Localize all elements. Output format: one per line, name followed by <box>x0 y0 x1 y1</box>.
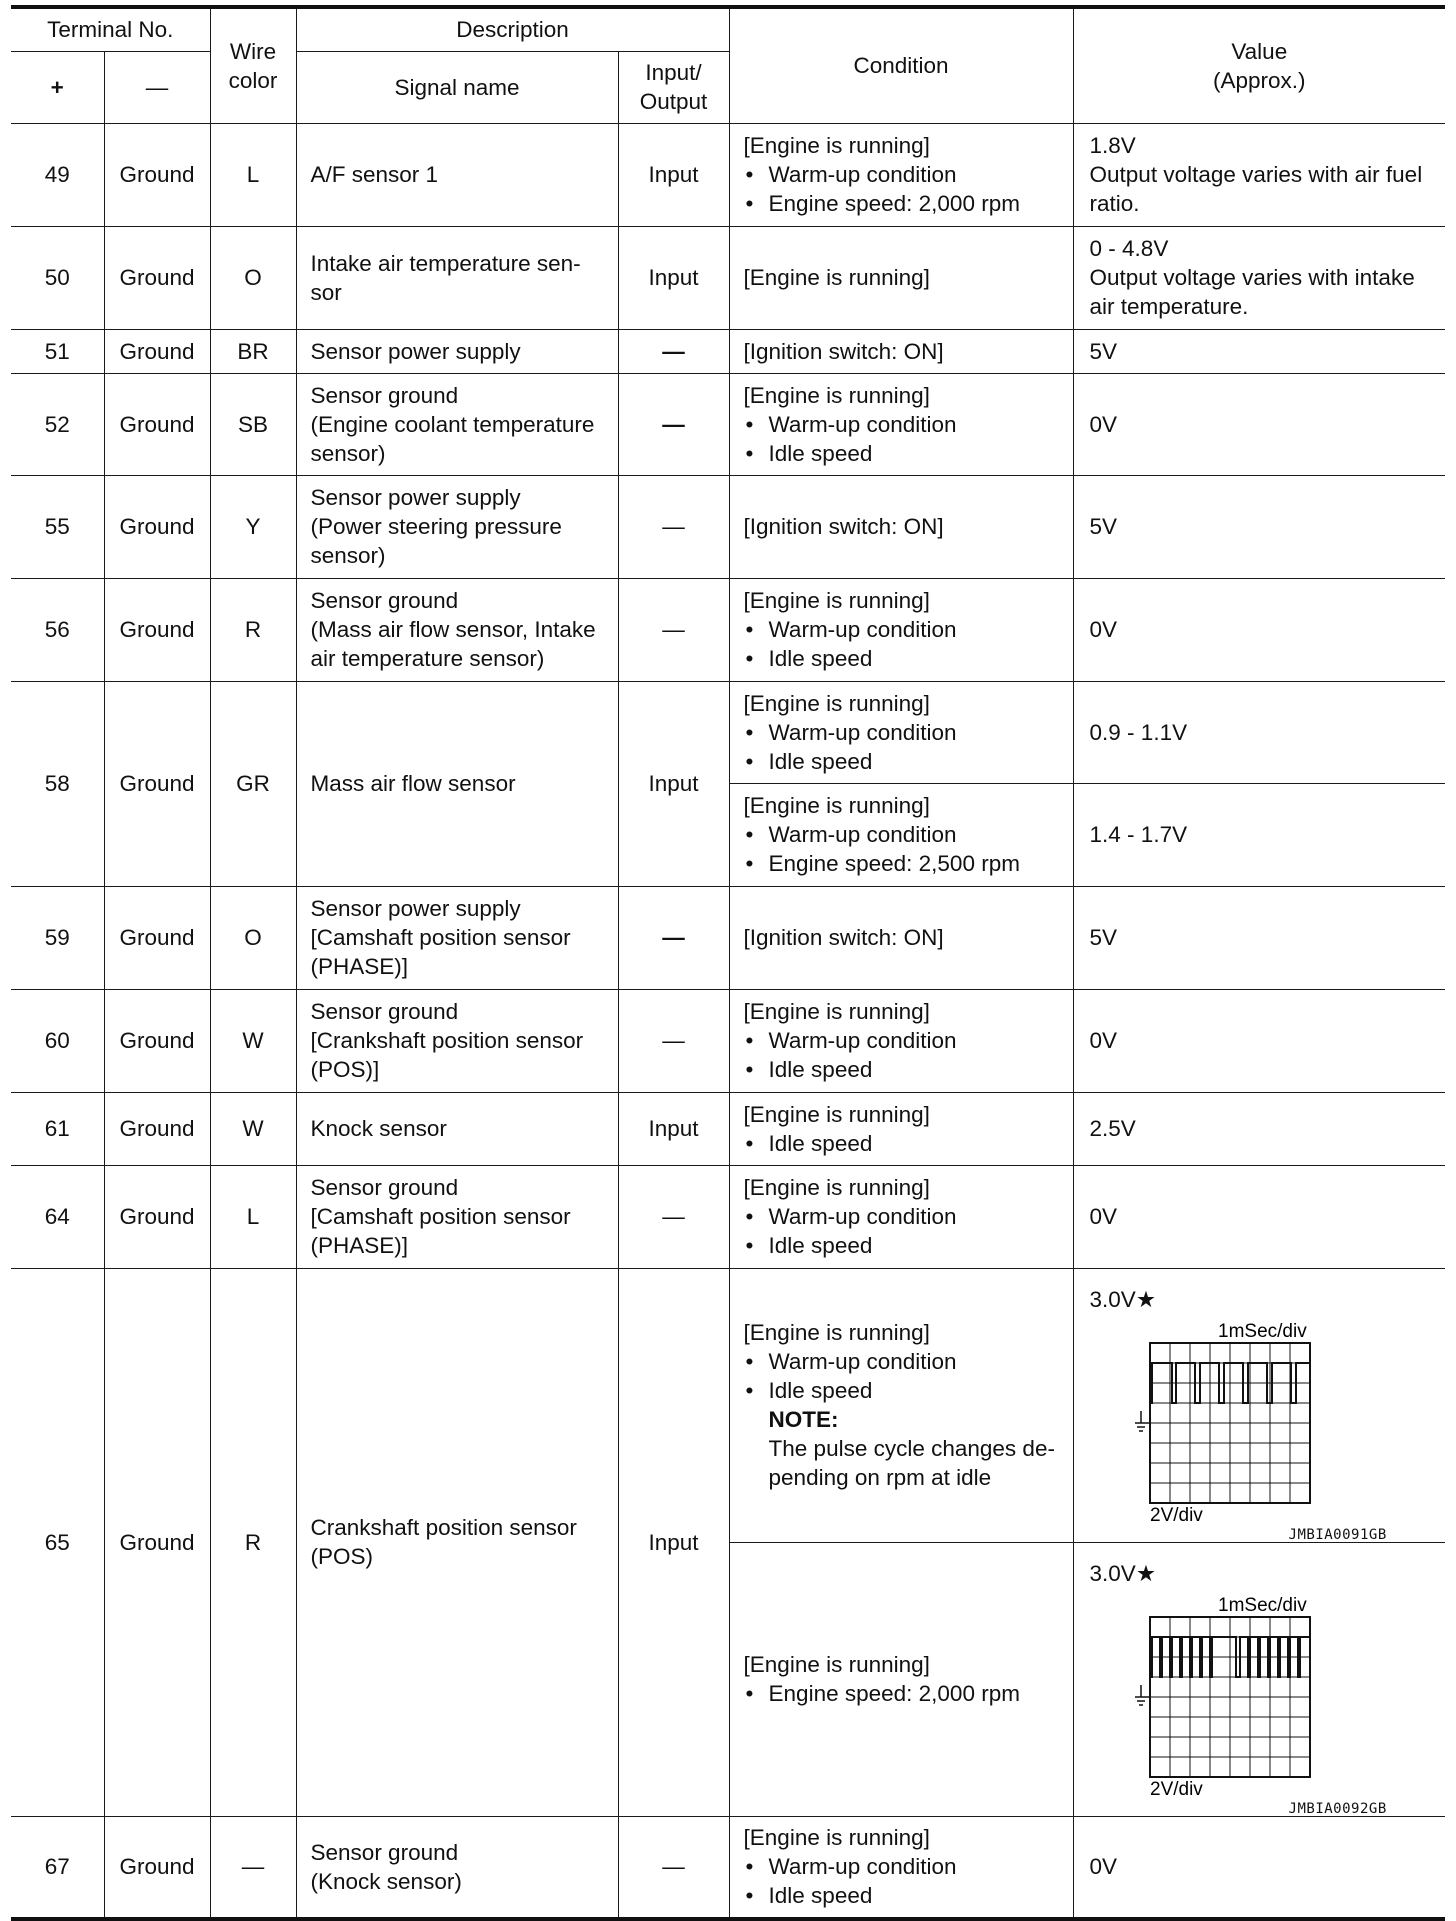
signal-name: Sensor ground (Engine coolant temperature sensor) <box>296 373 618 475</box>
io: — <box>618 578 729 681</box>
wire-color: SB <box>210 373 296 475</box>
scope-grid <box>1150 1343 1310 1503</box>
wire-color: R <box>210 1268 296 1816</box>
wire-color: L <box>210 1165 296 1268</box>
condition: [Engine is running] • Warm-up condition • Idle speed <box>729 681 1073 783</box>
signal-name: Sensor ground [Camshaft position sensor (PHASE)] <box>296 1165 618 1268</box>
io: — <box>618 1816 729 1919</box>
value: 0V <box>1073 1165 1445 1268</box>
figure-code: JMBIA0092GB <box>1288 1801 1387 1817</box>
oscilloscope-waveform <box>1124 1323 1354 1523</box>
condition: [Ignition switch: ON] <box>729 886 1073 989</box>
value: 0V <box>1073 1816 1445 1919</box>
value: 1.8V Output voltage varies with air fuel ratio. <box>1073 123 1445 226</box>
plus-header: + <box>11 51 104 123</box>
condition: [Engine is running] • Warm-up condition • Idle speed <box>729 1165 1073 1268</box>
table-row <box>11 1268 1445 1542</box>
value: 0.9 - 1.1V <box>1073 681 1445 783</box>
terminal-plus: 65 <box>11 1268 104 1816</box>
scope-voltage: 3.0V★ <box>1089 1561 1156 1586</box>
condition: [Engine is running] • Warm-up condition • Idle speed <box>729 1816 1073 1919</box>
wire-color: O <box>210 886 296 989</box>
wire-color: R <box>210 578 296 681</box>
signal-name: Crankshaft position sensor (POS) <box>296 1268 618 1816</box>
io: Input <box>618 1268 729 1816</box>
wire-color: BR <box>210 329 296 373</box>
table-row <box>11 1165 1445 1268</box>
terminal-table <box>11 5 1445 1921</box>
value <box>1073 1268 1445 1542</box>
ground-marker <box>1135 1411 1150 1431</box>
terminal-minus: Ground <box>104 1092 210 1165</box>
signal-name: Sensor power supply (Power steering pressure sensor) <box>296 475 618 578</box>
terminal-plus: 58 <box>11 681 104 886</box>
table-row <box>11 989 1445 1092</box>
value: 5V <box>1073 886 1445 989</box>
minus-header: — <box>104 51 210 123</box>
note-label: NOTE: <box>768 1407 839 1432</box>
figure-code: JMBIA0091GB <box>1288 1527 1387 1543</box>
table-row <box>11 123 1445 226</box>
terminal-minus: Ground <box>104 989 210 1092</box>
terminal-minus: Ground <box>104 329 210 373</box>
header-row-1 <box>11 7 1445 51</box>
io: — <box>618 1165 729 1268</box>
oscilloscope-waveform <box>1124 1597 1354 1797</box>
wire-color: Y <box>210 475 296 578</box>
terminal-plus: 67 <box>11 1816 104 1919</box>
condition: [Engine is running] • Warm-up condition • Idle speed <box>729 578 1073 681</box>
condition: [Engine is running] • Warm-up condition • Engine speed: 2,500 rpm <box>729 783 1073 886</box>
terminal-plus: 49 <box>11 123 104 226</box>
table-row <box>11 1816 1445 1919</box>
io: Input <box>618 1092 729 1165</box>
terminal-no-header: Terminal No. <box>11 7 210 51</box>
signal-name: A/F sensor 1 <box>296 123 618 226</box>
terminal-plus: 51 <box>11 329 104 373</box>
condition: [Ignition switch: ON] <box>729 475 1073 578</box>
table-row <box>11 886 1445 989</box>
note-text: The pulse cycle changes de-pending on rpm at idle <box>768 1436 1055 1490</box>
terminal-minus: Ground <box>104 475 210 578</box>
scope-grid <box>1150 1617 1310 1777</box>
table-row <box>11 475 1445 578</box>
terminal-minus: Ground <box>104 226 210 329</box>
scope-time-div: 1mSec/div <box>1217 1597 1307 1616</box>
ground-marker <box>1135 1685 1150 1705</box>
terminal-plus: 61 <box>11 1092 104 1165</box>
terminal-minus: Ground <box>104 1165 210 1268</box>
scope-voltage: 3.0V★ <box>1089 1287 1156 1312</box>
io: Input <box>618 226 729 329</box>
terminal-plus: 60 <box>11 989 104 1092</box>
terminal-minus: Ground <box>104 1268 210 1816</box>
signal-name: Sensor ground (Mass air flow sensor, Intake air temperature sensor) <box>296 578 618 681</box>
signal-name: Knock sensor <box>296 1092 618 1165</box>
value: 5V <box>1073 329 1445 373</box>
table-row <box>11 226 1445 329</box>
wire-color: W <box>210 989 296 1092</box>
signal-name: Intake air temperature sen-sor <box>296 226 618 329</box>
value <box>1073 1542 1445 1816</box>
value: 5V <box>1073 475 1445 578</box>
scope-time-div: 1mSec/div <box>1217 1323 1307 1342</box>
terminal-plus: 64 <box>11 1165 104 1268</box>
table-row <box>11 681 1445 783</box>
terminal-minus: Ground <box>104 123 210 226</box>
condition: [Ignition switch: ON] <box>729 329 1073 373</box>
wire-color: — <box>210 1816 296 1919</box>
terminal-plus: 50 <box>11 226 104 329</box>
table-row <box>11 373 1445 475</box>
signal-name: Sensor ground [Crankshaft position sensor (POS)] <box>296 989 618 1092</box>
signal-name: Sensor power supply <box>296 329 618 373</box>
condition: [Engine is running] <box>729 226 1073 329</box>
condition: [Engine is running] • Warm-up condition • Idle speed <box>729 373 1073 475</box>
condition: [Engine is running] • Engine speed: 2,000 rpm <box>729 1542 1073 1816</box>
terminal-minus: Ground <box>104 578 210 681</box>
scope-volt-div: 2V/div <box>1149 1779 1203 1797</box>
value: 0V <box>1073 578 1445 681</box>
terminal-minus: Ground <box>104 886 210 989</box>
condition: [Engine is running] • Idle speed <box>729 1092 1073 1165</box>
wire-color: W <box>210 1092 296 1165</box>
value: 0V <box>1073 989 1445 1092</box>
signal-name: Sensor power supply [Camshaft position sensor (PHASE)] <box>296 886 618 989</box>
wire-color-header: Wire color <box>210 7 296 123</box>
io: — <box>618 886 729 989</box>
scope-volt-div: 2V/div <box>1149 1505 1203 1523</box>
value: 2.5V <box>1073 1092 1445 1165</box>
value: 0V <box>1073 373 1445 475</box>
value: 0 - 4.8V Output voltage varies with intake air temperature. <box>1073 226 1445 329</box>
io: Input <box>618 681 729 886</box>
condition: [Engine is running] • Warm-up condition • Idle speed <box>729 989 1073 1092</box>
terminal-table-page <box>11 5 1445 1921</box>
io: — <box>618 329 729 373</box>
io: — <box>618 989 729 1092</box>
wire-color: O <box>210 226 296 329</box>
signal-name: Sensor ground (Knock sensor) <box>296 1816 618 1919</box>
io: Input <box>618 123 729 226</box>
value-header: Value (Approx.) <box>1073 7 1445 123</box>
condition: [Engine is running] • Warm-up condition • Idle speed NOTE: The pulse cycle changes de-pending on rpm at idle <box>729 1268 1073 1542</box>
terminal-plus: 56 <box>11 578 104 681</box>
terminal-plus: 59 <box>11 886 104 989</box>
terminal-plus: 55 <box>11 475 104 578</box>
description-header: Description <box>296 7 729 51</box>
io: — <box>618 475 729 578</box>
value: 1.4 - 1.7V <box>1073 783 1445 886</box>
terminal-minus: Ground <box>104 681 210 886</box>
terminal-minus: Ground <box>104 1816 210 1919</box>
terminal-plus: 52 <box>11 373 104 475</box>
io-header: Input/ Output <box>618 51 729 123</box>
table-row <box>11 329 1445 373</box>
condition-header: Condition <box>729 7 1073 123</box>
signal-name-header: Signal name <box>296 51 618 123</box>
table-row <box>11 578 1445 681</box>
wire-color: L <box>210 123 296 226</box>
terminal-minus: Ground <box>104 373 210 475</box>
io: — <box>618 373 729 475</box>
signal-name: Mass air flow sensor <box>296 681 618 886</box>
wire-color: GR <box>210 681 296 886</box>
table-row <box>11 1092 1445 1165</box>
condition: [Engine is running] • Warm-up condition • Engine speed: 2,000 rpm <box>729 123 1073 226</box>
